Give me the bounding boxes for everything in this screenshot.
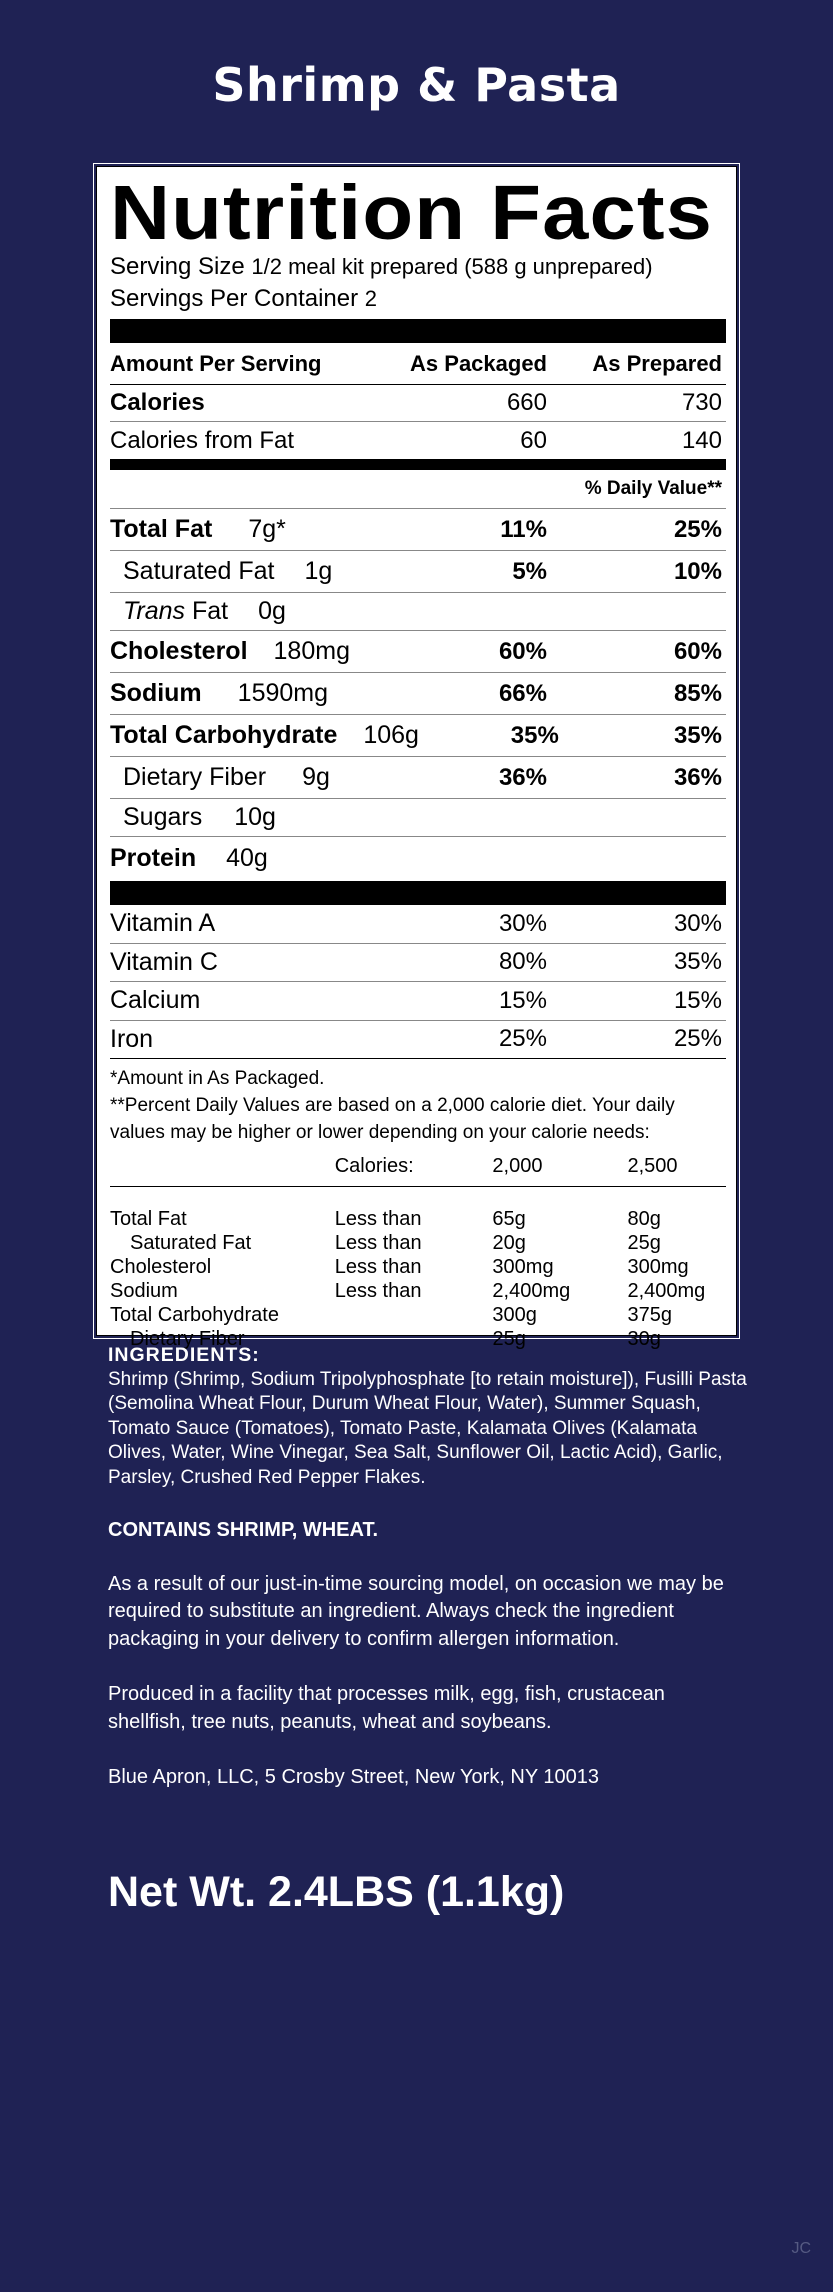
designer-initials: JC (791, 2240, 811, 2257)
company-address: Blue Apron, LLC, 5 Crosby Street, New York, NY 10013 (108, 1766, 600, 1788)
ingredients-section (108, 1343, 748, 1792)
daily-value-header: % Daily Value** (110, 470, 726, 509)
vitamin-row: Vitamin C 80% 35% (110, 944, 726, 983)
trans-fat-row: Trans Fat 0g (110, 593, 726, 631)
amount-per-serving-header: Amount Per Serving As Packaged As Prepared (110, 343, 726, 385)
dv-table-row: Total Fat Less than 65g 80g (110, 1208, 661, 1230)
net-weight: Net Wt. 2.4LBS (1.1kg) (108, 1868, 565, 1916)
allergen-contains: CONTAINS SHRIMP, WHEAT. (108, 1519, 379, 1541)
ingredients-title: INGREDIENTS: (108, 1344, 260, 1366)
sodium-row: Sodium 1590mg 66% 85% (110, 673, 726, 715)
vitamin-row: Calcium 15% 15% (110, 982, 726, 1021)
sourcing-notice: As a result of our just-in-time sourcing model, on occasion we may be required to substitute an ingredient. Always check the ingredient packaging in your delivery to confirm allergen information. (108, 1572, 724, 1650)
calories-row: Calories 660 730 (110, 385, 726, 422)
thick-divider-vitamins (110, 881, 726, 905)
ingredients-list: Shrimp (Shrimp, Sodium Tripolyphosphate [to retain moisture]), Fusilli Pasta (Semolina Wheat Flour, Durum Wheat Flour, Water), Summer Squash, Tomato Sauce (Tomatoes), Tomato Paste, Kalamata Olives (Kalamata Olives, Water, Wine Vinegar, Sea Salt, Sunflower Oil, Lactic Acid), Garlic, Parsley, Crushed Red Pepper Flakes. (108, 1368, 747, 1488)
saturated-fat-row: Saturated Fat 1g 5% 10% (110, 551, 726, 593)
total-carbohydrate-row: Total Carbohydrate 106g 35% 35% (110, 715, 726, 757)
dietary-fiber-row: Dietary Fiber 9g 36% 36% (110, 757, 726, 799)
calories-from-fat-row: Calories from Fat 60 140 (110, 426, 722, 454)
daily-values-table (110, 1154, 726, 1351)
dv-table-row: Cholesterol Less than 300mg 300mg (110, 1256, 689, 1278)
serving-size: Serving Size 1/2 meal kit prepared (588 g unprepared) (110, 253, 653, 280)
dv-table-row: Total Carbohydrate 300g 375g (110, 1304, 672, 1326)
dv-calories-row: Calories: 2,000 2,500 (110, 1154, 726, 1187)
dv-table-row: Sodium Less than 2,400mg 2,400mg (110, 1280, 706, 1302)
footnote-packaged: *Amount in As Packaged. (110, 1068, 325, 1089)
cholesterol-row: Cholesterol 180mg 60% 60% (110, 631, 726, 673)
vitamin-row: Vitamin A 30% 30% (110, 905, 726, 944)
nutrition-facts-heading: Nutrition Facts (110, 170, 713, 256)
facility-notice: Produced in a facility that processes milk, egg, fish, crustacean shellfish, tree nuts, peanuts, wheat and soybeans. (108, 1683, 665, 1733)
thick-divider (110, 319, 726, 343)
protein-row: Protein 40g (110, 843, 268, 872)
sugars-row: Sugars 10g (110, 799, 726, 837)
vitamin-row: Iron 25% 25% (110, 1021, 726, 1060)
medium-divider (110, 459, 726, 470)
dv-table-row: Dietary Fiber 25g 30g (130, 1328, 661, 1350)
footnote-daily-values: **Percent Daily Values are based on a 2,000 calorie diet. Your daily values may be higher or lower depending on your calorie needs: (110, 1095, 675, 1143)
product-title: Shrimp & Pasta (212, 58, 621, 112)
nutrition-facts-panel (96, 166, 737, 1350)
total-fat-row: Total Fat 7g* 11% 25% (110, 509, 726, 551)
servings-per-container: Servings Per Container 2 (110, 285, 378, 312)
dv-table-row: Saturated Fat Less than 20g 25g (130, 1232, 661, 1254)
